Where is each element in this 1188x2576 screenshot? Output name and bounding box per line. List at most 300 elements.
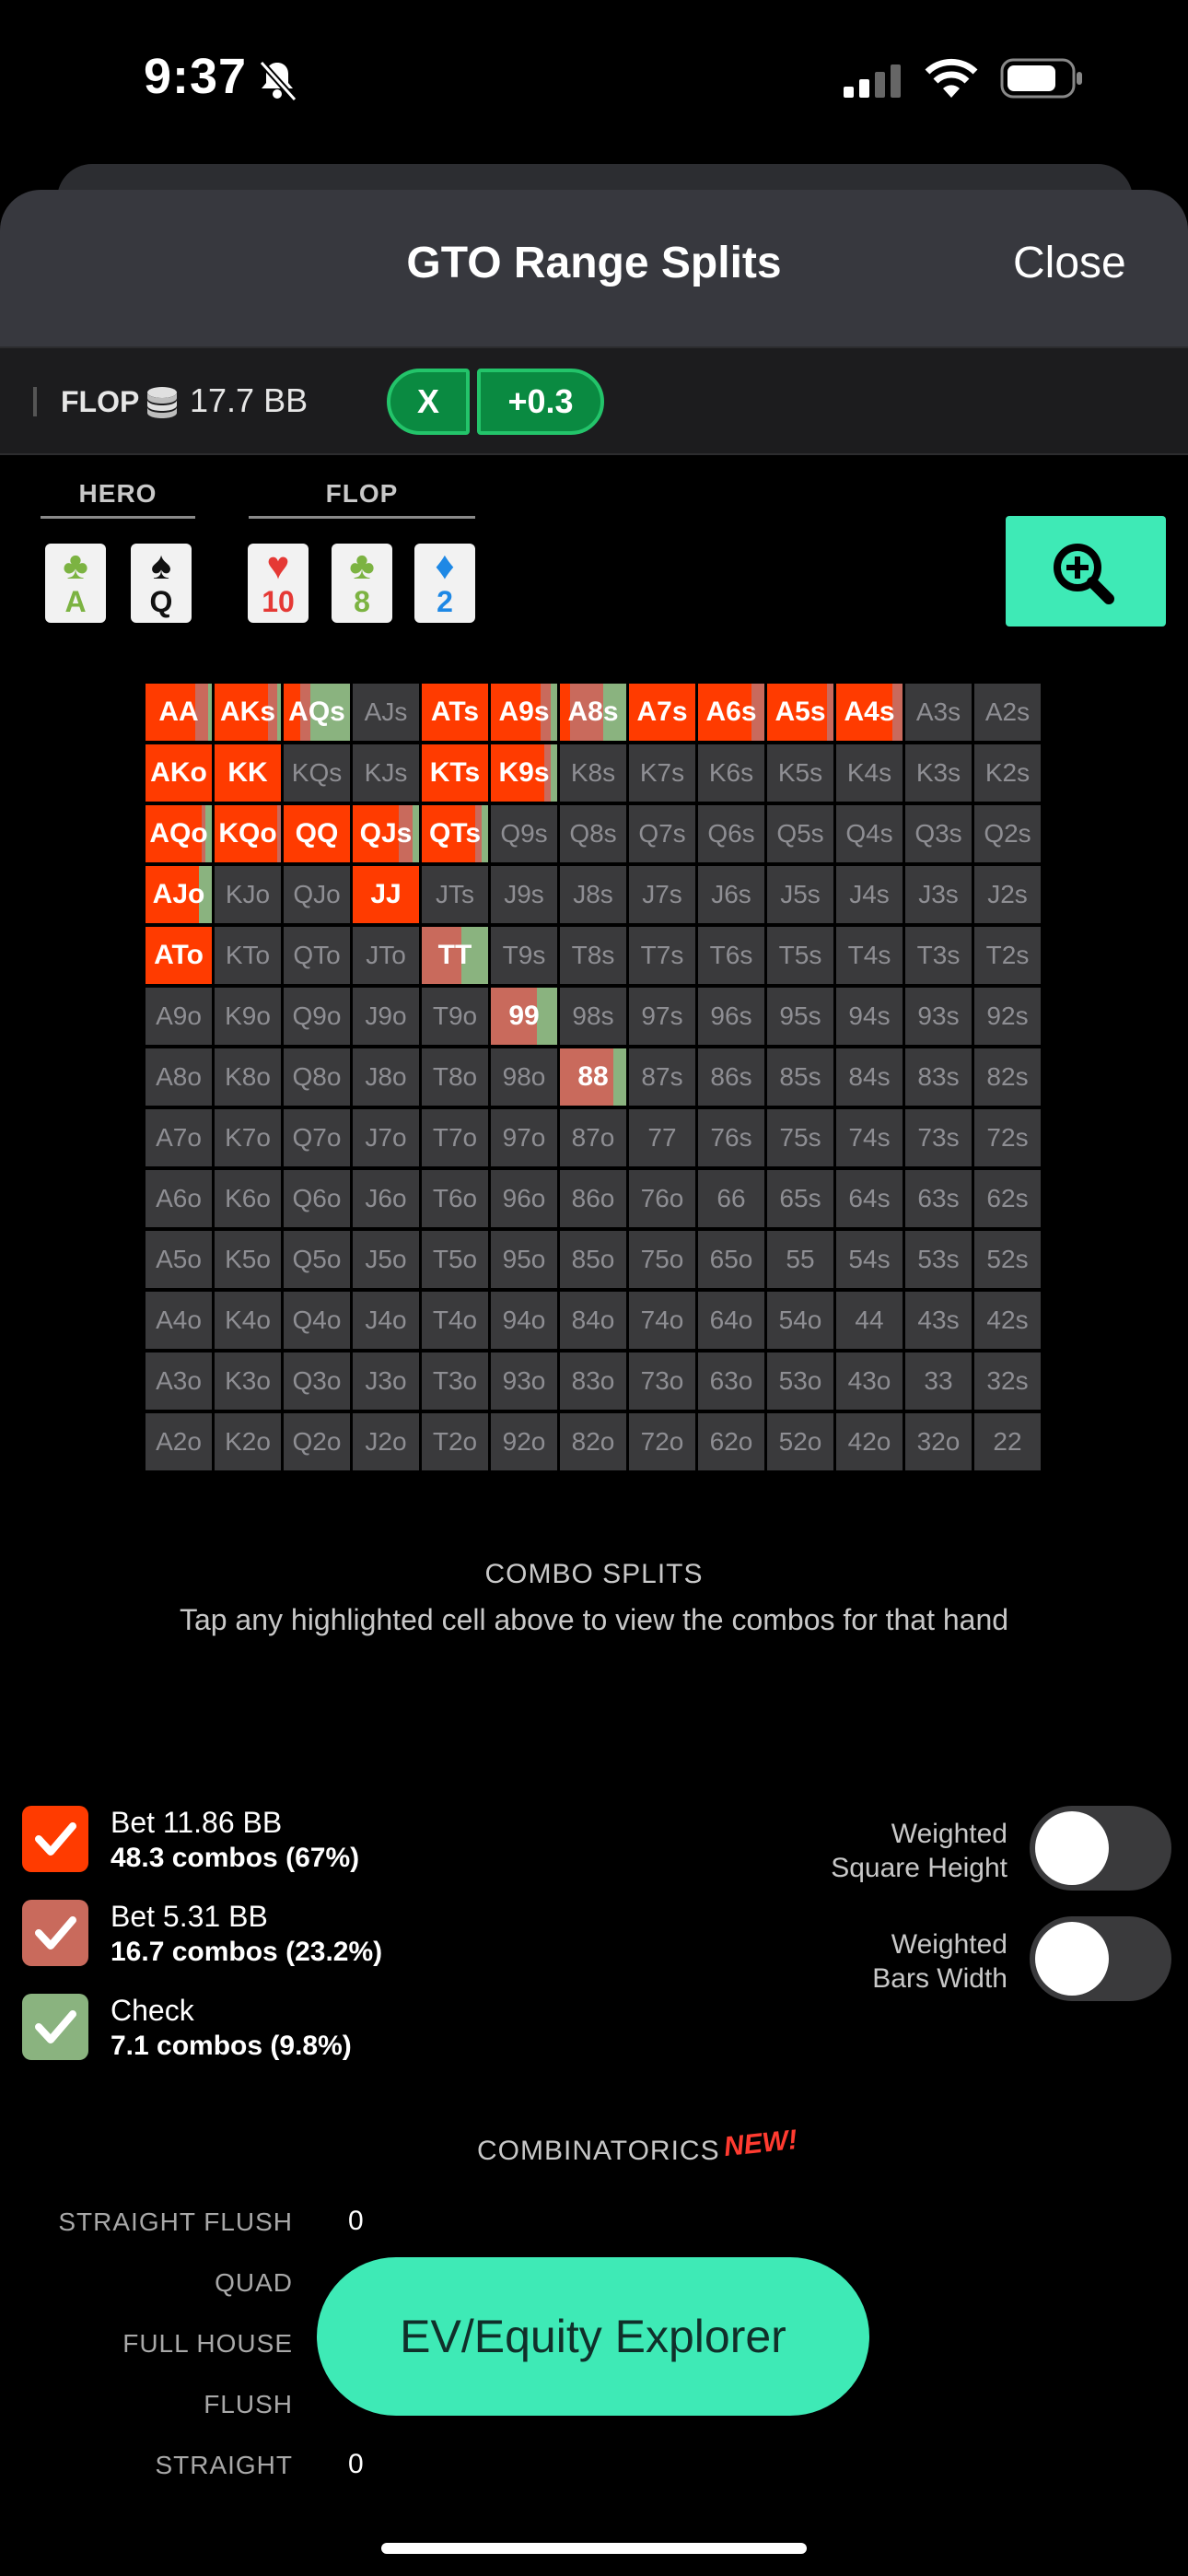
range-cell-label: T4s (847, 941, 891, 969)
legend-summary: 48.3 combos (67%) (111, 1843, 360, 1873)
range-cell[interactable] (491, 988, 557, 1045)
range-cell[interactable] (146, 927, 212, 984)
range-cell[interactable] (215, 684, 281, 741)
weighted-square-height-toggle[interactable] (1030, 1806, 1171, 1891)
range-cell (560, 927, 626, 984)
range-cell[interactable] (284, 684, 350, 741)
range-cell (698, 1292, 764, 1349)
wifi-icon (923, 57, 980, 100)
range-cell-label: 72s (986, 1123, 1029, 1152)
battery-icon (1000, 57, 1085, 100)
range-cell (491, 1048, 557, 1106)
range-cell[interactable] (491, 744, 557, 802)
range-cell (353, 744, 419, 802)
range-cell (422, 1413, 488, 1470)
range-cell (767, 1352, 833, 1410)
range-cell (629, 1413, 695, 1470)
page-title: GTO Range Splits (406, 239, 782, 287)
range-cell (767, 1170, 833, 1227)
zoom-in-icon (1006, 516, 1166, 626)
range-cell-label: Q2s (984, 819, 1031, 848)
range-cell-label: QJs (359, 818, 413, 849)
range-cell-label: A8o (156, 1062, 202, 1091)
range-cell[interactable] (146, 744, 212, 802)
range-cell (353, 1048, 419, 1106)
range-cell-label: J6s (711, 880, 751, 908)
range-cell (284, 927, 350, 984)
range-cell-label: 87s (641, 1062, 683, 1091)
range-cell-label: Q9s (500, 819, 548, 848)
range-cell-label: 86o (571, 1184, 615, 1212)
range-cell-label: JTs (436, 880, 474, 908)
range-cell (836, 1231, 903, 1288)
range-cell[interactable] (767, 684, 833, 741)
range-cell-label: J4o (365, 1306, 407, 1334)
range-cell-label: T5s (778, 941, 822, 969)
legend-summary: 7.1 combos (9.8%) (111, 2031, 352, 2061)
range-cell-label: 33 (924, 1366, 953, 1395)
range-cell-label: 75s (779, 1123, 821, 1152)
range-cell (422, 1231, 488, 1288)
home-indicator (381, 2543, 807, 2554)
range-cell[interactable] (215, 744, 281, 802)
range-cell (146, 1170, 212, 1227)
range-cell (353, 1170, 419, 1227)
club-suit-icon: ♣ (63, 544, 88, 587)
card-rank: 8 (354, 585, 370, 618)
range-cell-label: 97s (641, 1001, 683, 1030)
range-cell-label: 93o (502, 1366, 546, 1395)
combinatorics-label: STRAIGHT FLUSH (58, 2207, 293, 2236)
range-cell (905, 1413, 972, 1470)
range-cell-label: 22 (993, 1427, 1022, 1456)
cellular-signal-icon (842, 63, 906, 100)
range-cell-label: T2o (432, 1427, 478, 1456)
range-cell-label: J2o (365, 1427, 407, 1456)
range-cell[interactable] (284, 805, 350, 862)
range-cell (422, 866, 488, 923)
range-cell-label: 53s (917, 1245, 960, 1273)
toggle-knob (1035, 1922, 1109, 1996)
range-cell[interactable] (491, 684, 557, 741)
range-cell (146, 1413, 212, 1470)
range-cell-label: 96o (502, 1184, 546, 1212)
range-cell-label: 95s (779, 1001, 821, 1030)
range-cell (353, 1352, 419, 1410)
range-cell[interactable] (560, 684, 626, 741)
range-cell (146, 1292, 212, 1349)
range-cell (767, 1413, 833, 1470)
range-cell-label: A2s (984, 697, 1031, 726)
range-cell (836, 744, 903, 802)
range-cell (974, 1292, 1041, 1349)
combinatorics-label: QUAD (215, 2268, 293, 2297)
combo-splits-hint: Tap any highlighted cell above to view the combos for that hand (179, 1603, 1009, 1636)
bell-slash-icon (254, 57, 300, 103)
range-cell-label: 97o (502, 1123, 546, 1152)
range-cell-label: AJo (152, 879, 205, 909)
range-cell (836, 805, 903, 862)
combinatorics-label: FLUSH (204, 2390, 293, 2418)
toggle-label-line: Bars Width (872, 1963, 1007, 1994)
legend-checkbox-bet-small[interactable] (22, 1900, 88, 1966)
range-cell-label: K9s (498, 757, 550, 788)
range-cell-label: 92s (986, 1001, 1029, 1030)
range-cell-label: 73o (640, 1366, 684, 1395)
range-cell (422, 1048, 488, 1106)
range-cell (629, 1231, 695, 1288)
flop-card-1 (248, 544, 309, 623)
range-cell-label: 95o (502, 1245, 546, 1273)
range-cell (974, 927, 1041, 984)
range-cell-label: K8o (225, 1062, 271, 1091)
range-cell[interactable] (422, 744, 488, 802)
range-cell-label: Q4s (845, 819, 893, 848)
range-cell (353, 1231, 419, 1288)
diamond-suit-icon: ♦ (435, 544, 455, 587)
range-cell-label: K6o (225, 1184, 271, 1212)
range-cell (560, 988, 626, 1045)
checkmark-icon (22, 1806, 88, 1872)
range-cell (974, 684, 1041, 741)
range-cell-label: Q2o (292, 1427, 342, 1456)
range-cell-label: 86s (710, 1062, 752, 1091)
range-cell (698, 988, 764, 1045)
range-cell-label: AQs (288, 697, 345, 727)
range-cell (215, 1231, 281, 1288)
range-cell[interactable] (353, 805, 419, 862)
range-cell (215, 988, 281, 1045)
street-divider (33, 387, 37, 416)
range-cell-label: KQo (218, 818, 277, 849)
range-cell (836, 988, 903, 1045)
legend-checkbox-check[interactable] (22, 1994, 88, 2060)
range-cell (146, 1109, 212, 1166)
range-cell-label: A6o (156, 1184, 202, 1212)
new-badge: NEW! (722, 2124, 799, 2163)
card-rank: Q (149, 585, 173, 618)
range-cell-label: KJs (364, 758, 408, 787)
range-cell-label: J7o (365, 1123, 407, 1152)
range-cell (629, 1048, 695, 1106)
range-cell (767, 866, 833, 923)
range-cell-label: K5o (225, 1245, 271, 1273)
range-cell (491, 1231, 557, 1288)
toggle-label-line: Weighted (891, 1929, 1007, 1960)
range-cell (284, 1048, 350, 1106)
range-cell (284, 744, 350, 802)
range-cell (284, 1170, 350, 1227)
range-cell-label: 52s (986, 1245, 1029, 1273)
range-cell (698, 1109, 764, 1166)
range-cell-label: ATo (154, 940, 204, 970)
range-cell-label: J6o (365, 1184, 407, 1212)
range-cell-label: A7s (636, 697, 688, 727)
range-cell-label: 84o (571, 1306, 615, 1334)
range-cell-label: 63o (709, 1366, 753, 1395)
range-cell-label: J7s (642, 880, 682, 908)
range-cell-label: AKs (219, 697, 275, 727)
range-cell (491, 1292, 557, 1349)
range-cell[interactable] (560, 1048, 626, 1106)
range-cell (767, 805, 833, 862)
range-cell-label: A3s (915, 697, 961, 726)
range-cell (905, 1109, 972, 1166)
range-cell-label: J5o (365, 1245, 407, 1273)
range-cell (629, 1292, 695, 1349)
range-cell (905, 684, 972, 741)
range-cell (767, 1109, 833, 1166)
range-cell (284, 866, 350, 923)
range-cell (698, 1352, 764, 1410)
range-cell-label: 74o (640, 1306, 684, 1334)
range-cell-label: QQ (295, 818, 339, 849)
range-cell-label: J8s (573, 880, 613, 908)
range-cell-label: 42o (847, 1427, 891, 1456)
range-cell (629, 988, 695, 1045)
range-cell-label: T9o (432, 1001, 478, 1030)
close-button[interactable]: Close (1013, 239, 1126, 287)
range-cell-label: A9o (156, 1001, 202, 1030)
range-cell-label: J2s (987, 880, 1028, 908)
range-cell-label: 82o (571, 1427, 615, 1456)
legend-title: Bet 11.86 BB (111, 1806, 283, 1839)
range-cell-label: Q3s (914, 819, 962, 848)
range-cell-label: JTo (366, 941, 406, 969)
range-cell-label: 85s (779, 1062, 821, 1091)
range-cell (560, 866, 626, 923)
range-cell[interactable] (146, 684, 212, 741)
range-cell (698, 866, 764, 923)
combinatorics-label: FULL HOUSE (122, 2329, 293, 2358)
range-cell-label: J9o (365, 1001, 407, 1030)
range-cell-label: K8s (570, 758, 616, 787)
range-cell-label: 73s (917, 1123, 960, 1152)
range-cell (422, 1352, 488, 1410)
range-cell-label: K9o (225, 1001, 271, 1030)
range-cell (422, 1170, 488, 1227)
range-cell-label: Q4o (292, 1306, 342, 1334)
range-cell-label: K4s (846, 758, 892, 787)
range-cell-label: 44 (855, 1306, 884, 1334)
range-cell-label: 75o (640, 1245, 684, 1273)
range-cell (905, 1352, 972, 1410)
range-cell[interactable] (698, 684, 764, 741)
card-rank: A (64, 585, 87, 618)
action-chip-bet[interactable]: +0.3 (477, 369, 604, 435)
range-cell-label: 83s (917, 1062, 960, 1091)
range-cell (905, 1170, 972, 1227)
range-cell (905, 1231, 972, 1288)
range-cell-label: 43s (917, 1306, 960, 1334)
range-cell (491, 1352, 557, 1410)
range-cell (353, 1109, 419, 1166)
zoom-button[interactable] (1006, 516, 1166, 626)
range-cell (215, 927, 281, 984)
range-cell-label: 98o (502, 1062, 546, 1091)
range-cell (560, 1413, 626, 1470)
range-cell-label: 66 (716, 1184, 746, 1212)
range-cell-label: 54o (778, 1306, 822, 1334)
range-cell-label: 64s (848, 1184, 891, 1212)
toggle-label-square-height (731, 1817, 1007, 1885)
action-chip-check[interactable]: X (387, 369, 470, 435)
range-cell-label: J3s (918, 880, 959, 908)
legend-summary: 16.7 combos (23.2%) (111, 1937, 383, 1967)
range-cell (974, 988, 1041, 1045)
range-cell-label: KK (227, 757, 268, 788)
heart-suit-icon: ♥ (266, 544, 290, 587)
range-cell (836, 866, 903, 923)
range-cell-label: A6s (705, 697, 757, 727)
range-cell (767, 744, 833, 802)
range-cell-label: T3o (432, 1366, 478, 1395)
range-cell-label: Q9o (292, 1001, 342, 1030)
range-cell-label: 94o (502, 1306, 546, 1334)
range-cell-label: Q5o (292, 1245, 342, 1273)
range-cell (353, 684, 419, 741)
range-cell (146, 1352, 212, 1410)
range-cell-label: ATs (430, 697, 480, 727)
range-cell (560, 805, 626, 862)
range-cell (284, 988, 350, 1045)
street-label: FLOP (61, 385, 140, 418)
range-cell-label: 43o (847, 1366, 891, 1395)
range-cell-label: A7o (156, 1123, 202, 1152)
range-cell-label: 99 (508, 1001, 540, 1031)
range-cell[interactable] (146, 805, 212, 862)
range-cell (560, 1292, 626, 1349)
range-cell-label: A5o (156, 1245, 202, 1273)
range-cell-label: QTo (293, 941, 341, 969)
hero-card-1 (45, 544, 106, 623)
range-cell[interactable] (629, 684, 695, 741)
range-cell-label: 74s (848, 1123, 891, 1152)
range-cell (767, 1231, 833, 1288)
range-cell (698, 927, 764, 984)
range-cell-label: T6o (432, 1184, 478, 1212)
range-cell-label: K6s (708, 758, 754, 787)
range-cell-label: 53o (778, 1366, 822, 1395)
range-cell-label: J4s (849, 880, 890, 908)
range-cell (629, 866, 695, 923)
range-cell-label: KJo (225, 880, 271, 908)
range-cell-label: T7o (432, 1123, 478, 1152)
range-cell-label: 84s (848, 1062, 891, 1091)
range-cell-label: 94s (848, 1001, 891, 1030)
range-cell-label: Q8o (292, 1062, 342, 1091)
range-cell (146, 1231, 212, 1288)
range-cell-label: Q7o (292, 1123, 342, 1152)
range-cell-label: 65s (779, 1184, 821, 1212)
range-cell-label: KTs (429, 757, 481, 788)
range-cell (284, 1231, 350, 1288)
range-cell-label: Q3o (292, 1366, 342, 1395)
range-cell-label: 96s (710, 1001, 752, 1030)
ev-equity-explorer-button[interactable]: EV/Equity Explorer (317, 2257, 869, 2416)
range-cell (767, 988, 833, 1045)
toggle-knob (1035, 1811, 1109, 1885)
club-suit-icon: ♣ (349, 544, 375, 587)
range-cell (491, 1170, 557, 1227)
range-cell-label: QTs (428, 818, 482, 849)
range-cell (491, 1109, 557, 1166)
range-cell-label: J8o (365, 1062, 407, 1091)
range-cell (146, 988, 212, 1045)
range-cell-label: T4o (432, 1306, 478, 1334)
range-cell-label: T8o (432, 1062, 478, 1091)
range-cell-label: AJs (364, 697, 408, 726)
range-cell (629, 1170, 695, 1227)
range-cell-label: Q7s (638, 819, 686, 848)
range-cell (974, 1231, 1041, 1288)
range-cell[interactable] (422, 927, 488, 984)
range-cell-label: Q5s (776, 819, 824, 848)
status-time: 9:37 (144, 49, 248, 104)
range-cell (284, 1292, 350, 1349)
range-cell (422, 988, 488, 1045)
range-cell-label: 92o (502, 1427, 546, 1456)
range-cell-label: 87o (571, 1123, 615, 1152)
range-cell-label: A9s (498, 697, 550, 727)
range-cell-label: K7s (639, 758, 685, 787)
range-cell-label: Q8s (569, 819, 617, 848)
legend-title: Check (111, 1994, 194, 2027)
range-cell-label: T8s (571, 941, 615, 969)
range-cell-label: TT (437, 940, 472, 970)
range-cell (905, 927, 972, 984)
flop-card-2 (332, 544, 392, 623)
range-cell (491, 1413, 557, 1470)
combinatorics-label: STRAIGHT (155, 2451, 293, 2479)
range-cell[interactable] (353, 866, 419, 923)
range-cell[interactable] (836, 684, 903, 741)
range-cell[interactable] (422, 684, 488, 741)
range-cell-label: K4o (225, 1306, 271, 1334)
range-cell (836, 1292, 903, 1349)
range-cell-label: T2s (985, 941, 1030, 969)
range-cell-label: A5s (775, 697, 826, 727)
range-cell[interactable] (146, 866, 212, 923)
range-cell (905, 866, 972, 923)
combinatorics-value: 0 (348, 2449, 364, 2479)
range-cell-label: A4s (844, 697, 895, 727)
legend-checkbox-bet-large[interactable] (22, 1806, 88, 1872)
range-cell (836, 927, 903, 984)
range-cell (422, 1109, 488, 1166)
range-cell[interactable] (215, 805, 281, 862)
chips-icon (144, 383, 181, 420)
range-cell (905, 1292, 972, 1349)
weighted-bars-width-toggle[interactable] (1030, 1916, 1171, 2001)
range-cell-label: A4o (156, 1306, 202, 1334)
combinatorics-heading: COMBINATORICS (477, 2136, 720, 2166)
range-cell (974, 805, 1041, 862)
range-cell-label: AA (158, 697, 199, 727)
range-cell (215, 1292, 281, 1349)
range-cell-label: A2o (156, 1427, 202, 1456)
range-cell-label: AKo (150, 757, 207, 788)
range-cell[interactable] (422, 805, 488, 862)
range-cell (767, 1048, 833, 1106)
range-cell (560, 1231, 626, 1288)
range-cell (974, 866, 1041, 923)
hero-label: HERO (78, 479, 157, 508)
range-cell (836, 1352, 903, 1410)
range-cell-label: K5s (777, 758, 823, 787)
range-cell-label: 76s (710, 1123, 752, 1152)
range-cell (836, 1048, 903, 1106)
